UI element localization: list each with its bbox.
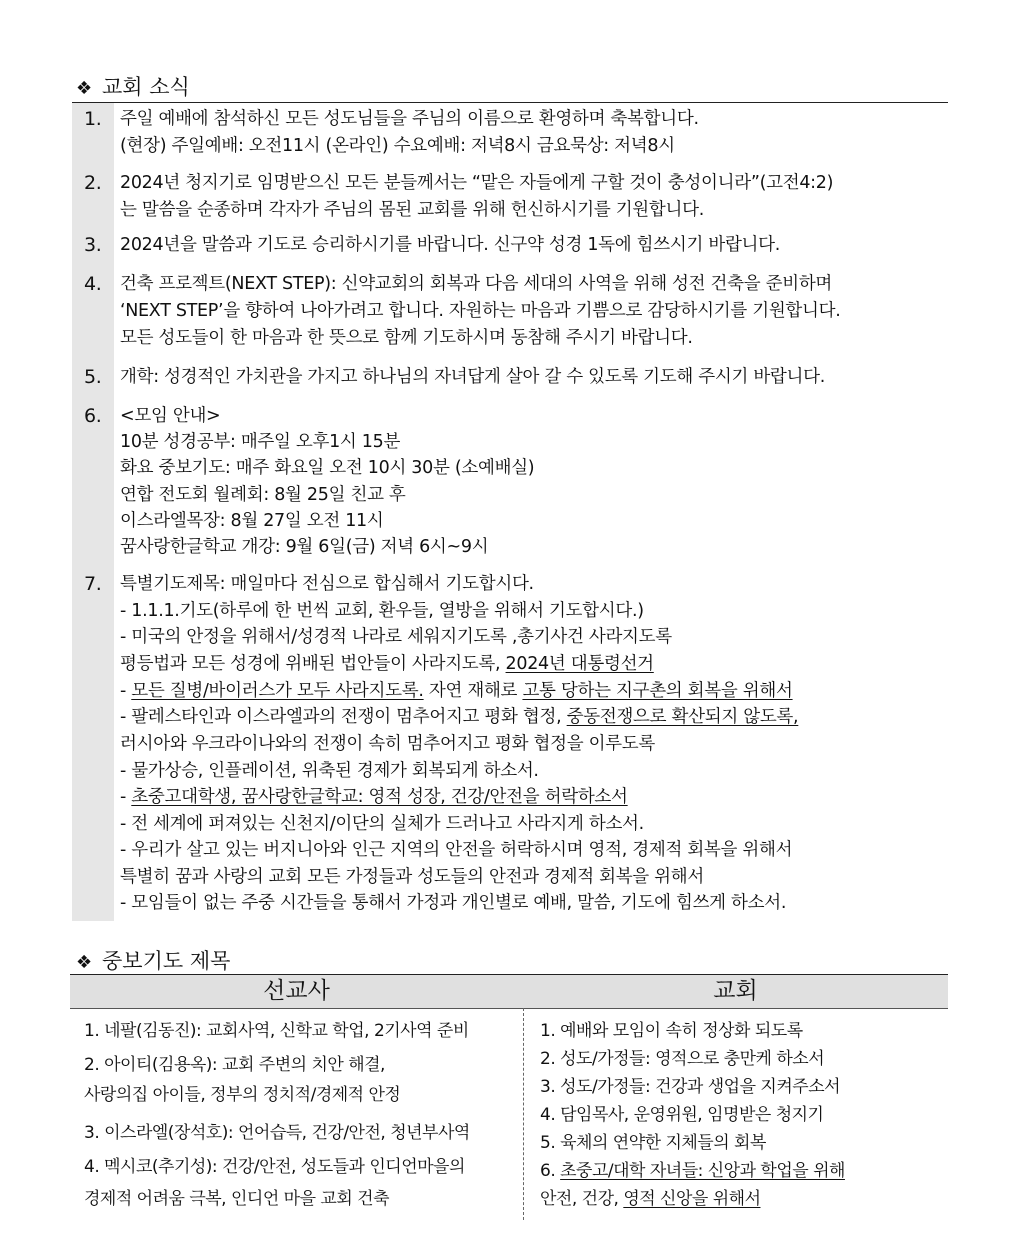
missionary-prayer-line: 경제적 어려움 극복, 인디언 마을 교회 건축 — [84, 1189, 390, 1209]
church-prayer-text: 6. — [540, 1161, 561, 1181]
item-text-line: 이스라엘목장: 8월 27일 오전 11시 — [120, 511, 384, 531]
item-text-line: 꿈사랑한글학교 개강: 9월 6일(금) 저녁 6시~9시 — [120, 537, 489, 557]
item-text-line: 개학: 성경적인 가치관을 가지고 하나님의 자녀답게 살아 갈 수 있도록 기도해 주시기 바랍니다. — [120, 367, 825, 387]
prayer-bullet — [120, 784, 628, 811]
prayer-bullet: - 미국의 안정을 위해서/성경적 나라로 세워지기도록 ,총기사건 사라지도록 — [120, 627, 672, 647]
prayer-bullet-text: 자연 재해로 — [423, 681, 523, 701]
prayer-bullet: - 전 세계에 퍼져있는 신천지/이단의 실체가 드러나고 사라지게 하소서. — [120, 814, 644, 834]
prayer-bullet — [120, 651, 654, 678]
prayer-bullet: 특별히 꿈과 사랑의 교회 모든 가정들과 성도들의 안전과 경제적 회복을 위해서 — [120, 867, 704, 887]
intercessory-prayer-heading — [76, 948, 230, 976]
underlined-text: 중동전쟁으로 확산되지 않도록, — [566, 707, 799, 727]
church-prayer-line: 1. 예배와 모임이 속히 정상화 되도록 — [540, 1021, 803, 1041]
missionary-prayer-line: 2. 아이티(김용옥): 교회 주변의 치안 해결, — [84, 1055, 385, 1075]
church-news-heading — [76, 74, 190, 102]
intercessory-prayer-title: 중보기도 제목 — [102, 949, 231, 973]
item-text-line: 특별기도제목: 매일마다 전심으로 합심해서 기도합시다. — [120, 574, 534, 594]
prayer-bullet — [120, 678, 793, 705]
item-text-line: 2024년을 말씀과 기도로 승리하시기를 바랍니다. 신구약 성경 1독에 힘쓰시기 바랍니다. — [120, 235, 781, 255]
missionary-prayer-line: 3. 이스라엘(장석호): 언어습득, 건강/안전, 청년부사역 — [84, 1123, 470, 1143]
missionary-prayer-line: 4. 멕시코(추기성): 건강/안전, 성도들과 인디언마을의 — [84, 1157, 465, 1177]
item-number: 4. — [84, 273, 102, 295]
item-number: 7. — [84, 573, 102, 595]
missionary-prayer-line: 1. 네팔(김동진): 교회사역, 신학교 학업, 2기사역 준비 — [84, 1021, 469, 1041]
underlined-text: 모든 질병/바이러스가 모두 사라지도록. — [131, 681, 424, 701]
diamond-bullet-icon: ❖ — [76, 78, 93, 99]
item-text-line: 모든 성도들이 한 마음과 한 뜻으로 함께 기도하시며 동참해 주시기 바랍니다. — [120, 328, 693, 348]
prayer-bullet: 러시아와 우크라이나와의 전쟁이 속히 멈추어지고 평화 협정을 이루도록 — [120, 734, 655, 754]
prayer-bullet — [120, 704, 798, 731]
underlined-text: 초중고/대학 자녀들: 신앙과 학업을 위해 — [560, 1161, 845, 1181]
church-prayer-line — [540, 1158, 845, 1184]
church-prayer-line: 4. 담임목사, 운영위원, 임명받은 청지기 — [540, 1105, 824, 1125]
prayer-bullet-text: - — [120, 787, 132, 807]
prayer-bullet: - 1.1.1.기도(하루에 한 번씩 교회, 환우들, 열방을 위해서 기도합시다.) — [120, 601, 644, 621]
item-text-line: 주일 예배에 참석하신 모든 성도님들을 주님의 이름으로 환영하며 축복합니다. — [120, 109, 699, 129]
prayer-bullet-text: - 팔레스타인과 이스라엘과의 전쟁이 멈추어지고 평화 협정, — [120, 707, 567, 727]
prayer-bullet-text: 평등법과 모든 성경에 위배된 법안들이 사라지도록, — [120, 654, 506, 674]
underlined-text: 고통 당하는 지구촌의 회복을 위해서 — [522, 681, 793, 701]
prayer-bullet: - 모임들이 없는 주중 시간들을 통해서 가정과 개인별로 예배, 말씀, 기도에 힘쓰게 하소서. — [120, 893, 787, 913]
diamond-bullet-icon: ❖ — [76, 952, 93, 973]
prayer-table — [70, 974, 948, 1220]
item-text-line: 는 말씀을 순종하며 각자가 주님의 몸된 교회를 위해 헌신하시기를 기원합니다. — [120, 200, 704, 220]
item-text-line: ‘NEXT STEP’을 향하여 나아가려고 합니다. 자원하는 마음과 기쁨으로 감당하시기를 기원합니다. — [120, 301, 841, 321]
item-text-line: 2024년 청지기로 임명받으신 모든 분들께서는 “맡은 자들에게 구할 것이 충성이니라”(고전4:2) — [120, 173, 834, 193]
prayer-bullet: - 우리가 살고 있는 버지니아와 인근 지역의 안전을 허락하시며 영적, 경제적 회복을 위해서 — [120, 840, 793, 860]
underlined-text: 2024년 대통령선거 — [505, 654, 654, 674]
item-number: 1. — [84, 108, 102, 130]
item-number: 5. — [84, 366, 102, 388]
number-column-shading — [72, 103, 114, 921]
item-text-line: 10분 성경공부: 매주일 오후1시 15분 — [120, 432, 401, 452]
church-prayer-line: 2. 성도/가정들: 영적으로 충만케 하소서 — [540, 1049, 825, 1069]
church-column-header: 교회 — [523, 974, 948, 1009]
prayer-bullet: - 물가상승, 인플레이션, 위축된 경제가 회복되게 하소서. — [120, 761, 539, 781]
church-prayer-line: 5. 육체의 연약한 지체들의 회복 — [540, 1133, 766, 1153]
church-prayer-line: 3. 성도/가정들: 건강과 생업을 지켜주소서 — [540, 1077, 841, 1097]
item-text-line: 건축 프로젝트(NEXT STEP): 신약교회의 회복과 다음 세대의 사역을 위해 성전 건축을 준비하며 — [120, 274, 833, 294]
item-text-line: <모임 안내> — [120, 406, 221, 426]
church-prayer-line — [540, 1186, 761, 1212]
church-news-title: 교회 소식 — [102, 75, 190, 99]
heading-rule — [72, 102, 948, 103]
item-number: 2. — [84, 172, 102, 194]
underlined-text: 초중고대학생, 꿈사랑한글학교: 영적 성장, 건강/안전을 허락하소서 — [131, 787, 628, 807]
prayer-bullet-text: - — [120, 681, 132, 701]
item-number: 6. — [84, 405, 102, 427]
item-text-line: 화요 중보기도: 매주 화요일 오전 10시 30분 (소예배실) — [120, 458, 535, 478]
item-text-line: (현장) 주일예배: 오전11시 (온라인) 수요예배: 저녁8시 금요묵상: 저녁8시 — [120, 136, 675, 156]
item-number: 3. — [84, 234, 102, 256]
missionary-prayer-line: 사랑의집 아이들, 정부의 정치적/경제적 안정 — [84, 1085, 401, 1105]
column-divider — [523, 1008, 524, 1220]
church-prayer-text: 안전, 건강, — [540, 1189, 624, 1209]
item-text-line: 연합 전도회 월례회: 8월 25일 친교 후 — [120, 485, 406, 505]
missionary-column-header: 선교사 — [70, 974, 523, 1009]
underlined-text: 영적 신앙을 위해서 — [623, 1189, 761, 1209]
